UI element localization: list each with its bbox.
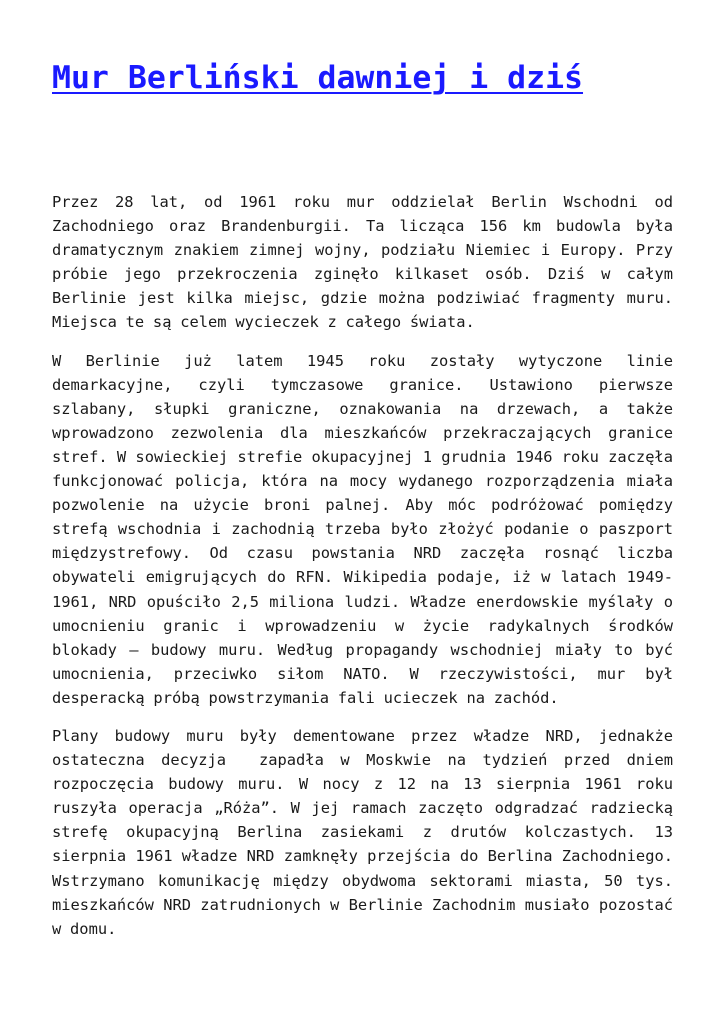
article-body bbox=[52, 190, 682, 941]
article-title-link[interactable]: Mur Berliński dawniej i dziś bbox=[52, 60, 584, 96]
article-paragraph-1: Przez 28 lat, od 1961 roku mur oddzielał Berlin Wschodni od Zachodniego oraz Brandenburgii. Ta licząca 156 km budowla była dramatycznym znakiem zimnej wojny, podziału Niemiec i Europy. Przy próbie jego przekroczenia zginęło kilkaset osób. Dziś w całym Berlinie jest kilka miejsc, gdzie można podziwiać fragmenty muru. Miejsca te są celem wycieczek z całego świata. bbox=[52, 193, 682, 332]
document-page bbox=[52, 52, 682, 955]
article-paragraph-3: Plany budowy muru były dementowane przez władze NRD, jednakże ostateczna decyzja zapadła w Moskwie na tydzień przed dniem rozpoczęcia budowy muru. W nocy z 12 na 13 sierpnia 1961 roku ruszyła operacja „Róża”. W jej ramach zaczęto odgradzać radziecką strefę okupacyjną Berlina zasiekami z drutów kolczastych. 13 sierpnia 1961 władze NRD zamknęły przejścia do Berlina Zachodniego. Wstrzymano komunikację między obydwoma sektorami miasta, 50 tys. mieszkańców NRD zatrudnionych w Berlinie Zachodnim musiało pozostać w domu. bbox=[52, 726, 682, 938]
article-paragraph-2: W Berlinie już latem 1945 roku zostały wytyczone linie demarkacyjne, czyli tymczasowe granice. Ustawiono pierwsze szlabany, słupki graniczne, oznakowania na drzewach, a także wprowadzono zezwolenia dla mieszkańców przekraczających granice stref. W sowieckiej strefie okupacyjnej 1 grudnia 1946 roku zaczęła funkcjonować policja, która na mocy wydanego rozporządzenia miała pozwolenie na użycie broni palnej. Aby móc podróżować pomiędzy strefą wschodnia i zachodnią trzeba było złożyć podanie o paszport międzystrefowy. Od czasu powstania NRD zaczęła rosnąć liczba obywateli emigrujących do RFN. Wikipedia podaje, iż w latach 1949-1961, NRD opuściło 2,5 miliona ludzi. Władze enerdowskie myślały o umocnieniu granic i wprowadzeniu w życie radykalnych środków blokady – budowy muru. Według propagandy wschodniej miały to być umocnienia, przeciwko siłom NATO. W rzeczywistości, mur był desperacką próbą powstrzymania fali ucieczek na zachód. bbox=[52, 351, 682, 707]
